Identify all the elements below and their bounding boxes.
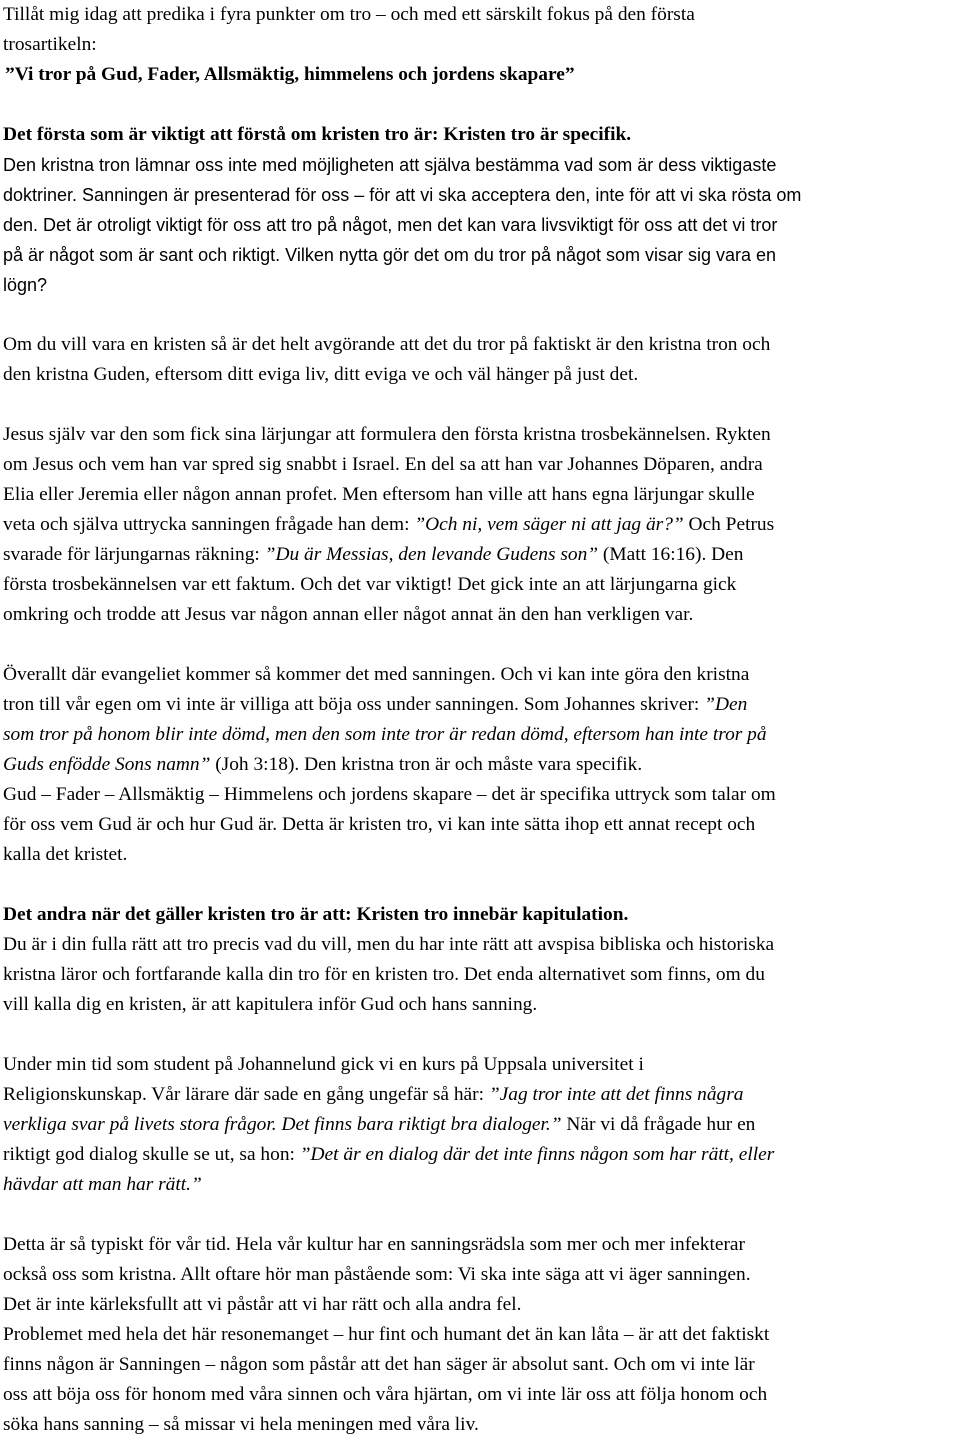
text-line: Detta är så typiskt för vår tid. Hela vår kultur har en sanningsrädsla som mer och mer infekterar — [3, 1234, 745, 1255]
text-line: den. Det är otroligt viktigt för oss att tro på något, men det kan vara livsviktigt för oss att det vi tror — [3, 215, 778, 235]
scripture-quote: ”Du är Messias, den levande Gudens son” — [264, 544, 599, 565]
paragraph — [3, 1050, 958, 1200]
text-line: Tillåt mig idag att predika i fyra punkter om tro – och med ett särskilt fokus på den första — [3, 4, 695, 25]
text-line — [3, 1170, 958, 1200]
text-line: Problemet med hela det här resonemanget – hur fint och humant det än kan låta – är att det faktiskt — [3, 1324, 770, 1345]
text-line — [3, 720, 958, 750]
text-line: söka hans sanning – så missar vi hela meningen med våra liv. — [3, 1414, 479, 1435]
text-line: Gud – Fader – Allsmäktig – Himmelens och jordens skapare – det är specifika uttryck som talar om — [3, 784, 776, 805]
paragraph — [3, 420, 958, 630]
text-line: riktigt god dialog skulle se ut, sa hon: ”Det är en dialog där det inte finns någon som har rätt, eller — [3, 1144, 775, 1165]
text-line: kalla det kristet. — [3, 844, 128, 865]
scripture-quote: Guds enfödde Sons namn” — [3, 754, 211, 775]
quote: verkliga svar på livets stora frågor. Det finns bara riktigt bra dialoger.” — [3, 1114, 562, 1135]
creed-quote: ”Vi tror på Gud, Fader, Allsmäktig, himmelens och jordens skapare” — [5, 64, 575, 85]
quote: hävdar att man har rätt.” — [3, 1174, 202, 1195]
quote: ”Det är en dialog där det inte finns någon som har rätt, eller — [299, 1144, 775, 1165]
text-line: för oss vem Gud är och hur Gud är. Detta är kristen tro, vi kan inte sätta ihop ett annat recept och — [3, 814, 756, 835]
text-line: Religionskunskap. Vår lärare där sade en gång ungefär så här: ”Jag tror inte att det finns några — [3, 1084, 744, 1105]
text-line: kristna läror och fortfarande kalla din tro för en kristen tro. Det enda alternativet som finns, om du — [3, 964, 765, 985]
paragraph — [3, 660, 958, 870]
text-line: doktriner. Sanningen är presenterad för oss – för att vi ska acceptera den, inte för att vi ska rösta om — [3, 185, 802, 205]
text-line: Jesus själv var den som fick sina lärjungar att formulera den första kristna trosbekännelsen. Rykten — [3, 424, 771, 445]
text-line: första trosbekännelsen var ett faktum. Och det var viktigt! Det gick inte an att lärjungarna gick — [3, 574, 737, 595]
intro-paragraph — [3, 0, 958, 90]
text-line: Guds enfödde Sons namn” (Joh 3:18). Den kristna tron är och måste vara specifik. — [3, 754, 643, 775]
text-line: oss att böja oss för honom med våra sinnen och våra hjärtan, om vi inte lär oss att följa honom och — [3, 1384, 768, 1405]
text-line: svarade för lärjungarnas räkning: ”Du är Messias, den levande Gudens son” (Matt 16:16). Den — [3, 544, 744, 565]
text-line: Under min tid som student på Johannelund gick vi en kurs på Uppsala universitet i — [3, 1054, 644, 1075]
quote: ”Jag tror inte att det finns några — [488, 1084, 744, 1105]
point-one-section — [3, 120, 958, 300]
paragraph — [3, 330, 958, 390]
text-line: verkliga svar på livets stora frågor. Det finns bara riktigt bra dialoger.” När vi då frågade hur en — [3, 1114, 756, 1135]
text-line: lögn? — [3, 275, 48, 295]
section-heading: Det andra när det gäller kristen tro är att: Kristen tro innebär kapitulation. — [3, 904, 629, 925]
text-line: Överallt där evangeliet kommer så kommer det med sanningen. Och vi kan inte göra den kristna — [3, 664, 750, 685]
text-line: på är något som är sant och riktigt. Vilken nytta gör det om du tror på något som visar sig vara en — [3, 245, 777, 265]
text-line: Elia eller Jeremia eller någon annan profet. Men eftersom han ville att hans egna lärjungar skulle — [3, 484, 755, 505]
text-line: Det är inte kärleksfullt att vi påstår att vi har rätt och alla andra fel. — [3, 1294, 522, 1315]
text-line: veta och själva uttrycka sanningen frågade han dem: ”Och ni, vem säger ni att jag är?” Och Petrus — [3, 514, 775, 535]
text-line: Du är i din fulla rätt att tro precis vad du vill, men du har inte rätt att avspisa bibliska och historiska — [3, 934, 775, 955]
paragraph — [3, 1230, 958, 1440]
text-line: trosartikeln: — [3, 34, 97, 55]
scripture-quote: ”Och ni, vem säger ni att jag är?” — [414, 514, 684, 535]
text-line: Om du vill vara en kristen så är det helt avgörande att det du tror på faktiskt är den kristna tron och — [3, 334, 771, 355]
scripture-quote: som tror på honom blir inte dömd, men den som inte tror är redan dömd, eftersom han inte tror på — [3, 724, 767, 745]
document-page — [3, 0, 958, 1440]
point-two-section — [3, 900, 958, 1020]
text-line: omkring och trodde att Jesus var någon annan eller något annat än den han verkligen var. — [3, 604, 694, 625]
text-line: den kristna Guden, eftersom ditt eviga liv, ditt eviga ve och väl hänger på just det. — [3, 364, 639, 385]
text-line: Den kristna tron lämnar oss inte med möjligheten att själva bestämma vad som är dess viktigaste — [3, 155, 777, 175]
section-heading: Det första som är viktigt att förstå om kristen tro är: Kristen tro är specifik. — [3, 124, 632, 145]
text-line: tron till vår egen om vi inte är villiga att böja oss under sanningen. Som Johannes skriver: ”Den — [3, 694, 748, 715]
text-line: vill kalla dig en kristen, är att kapitulera inför Gud och hans sanning. — [3, 994, 538, 1015]
text-line: finns någon är Sanningen – någon som påstår att det han säger är absolut sant. Och om vi inte lär — [3, 1354, 755, 1375]
scripture-quote: ”Den — [704, 694, 748, 715]
text-line: om Jesus och vem han var spred sig snabbt i Israel. En del sa att han var Johannes Döparen, andra — [3, 454, 763, 475]
text-line: också oss som kristna. Allt oftare hör man påstående som: Vi ska inte säga att vi äger sanningen. — [3, 1264, 751, 1285]
